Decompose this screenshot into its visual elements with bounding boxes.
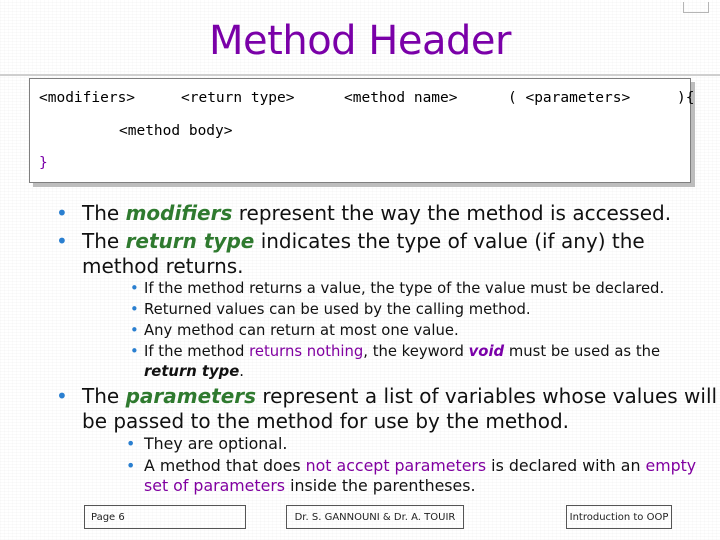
highlight-not-accept: not accept parameters (305, 456, 487, 475)
sub-bullet-params-2: • A method that does not accept parameters is declared with an empty set of parameters inside the parentheses. (126, 456, 697, 495)
footer-course: Introduction to OOP (566, 505, 672, 529)
highlight-empty-set: empty set of parameters (144, 456, 697, 495)
syntax-method-body: <method body> (119, 123, 233, 139)
bullet-modifiers: • The modifiers represent the way the method is accessed. (56, 201, 672, 225)
method-syntax-box (29, 78, 695, 183)
bullet-dot-icon: • (56, 201, 68, 225)
keyword-void: void (468, 343, 505, 360)
keyword-return-type: return type (125, 229, 255, 253)
syntax-method-name: <method name> (344, 90, 458, 106)
bullet-dot-icon: • (130, 301, 139, 318)
keyword-parameters: parameters (125, 384, 257, 408)
bullet-dot-icon: • (56, 384, 68, 408)
footer-authors: Dr. S. GANNOUNI & Dr. A. TOUIR (286, 505, 464, 529)
keyword-return-type-inline: return type (144, 363, 240, 380)
syntax-open-brace: ){ (677, 90, 695, 106)
syntax-parameters: ( <parameters> (508, 90, 631, 106)
bullet-return-type: • The return type indicates the type of value (if any) the method returns. (56, 229, 645, 278)
footer-page-number: Page 6 (84, 505, 246, 529)
bullet-dot-icon: • (126, 434, 136, 453)
sub-bullet-return-1: • If the method returns a value, the type of the value must be declared. (130, 280, 665, 297)
sub-bullet-return-2: • Returned values can be used by the calling method. (130, 301, 531, 318)
sub-bullet-return-4: • If the method returns nothing, the keyword void must be used as the return type. (130, 343, 661, 380)
bullet-parameters: • The parameters represent a list of variables whose values will be passed to the method for use by the method. (56, 384, 718, 433)
highlight-returns-nothing: returns nothing (249, 343, 364, 360)
bullet-dot-icon: • (130, 343, 139, 360)
syntax-close-brace: } (39, 155, 48, 171)
bullet-dot-icon: • (130, 280, 139, 297)
corner-decoration (683, 2, 709, 13)
bullet-dot-icon: • (130, 322, 139, 339)
bullet-dot-icon: • (56, 229, 68, 253)
title-divider (0, 74, 720, 76)
bullet-dot-icon: • (126, 456, 136, 475)
syntax-return-type: <return type> (181, 90, 295, 106)
syntax-modifiers: <modifiers> (39, 90, 136, 106)
sub-bullet-return-3: • Any method can return at most one value. (130, 322, 459, 339)
keyword-modifiers: modifiers (125, 201, 233, 225)
slide-title: Method Header (209, 18, 511, 64)
sub-bullet-params-1: • They are optional. (126, 434, 288, 453)
